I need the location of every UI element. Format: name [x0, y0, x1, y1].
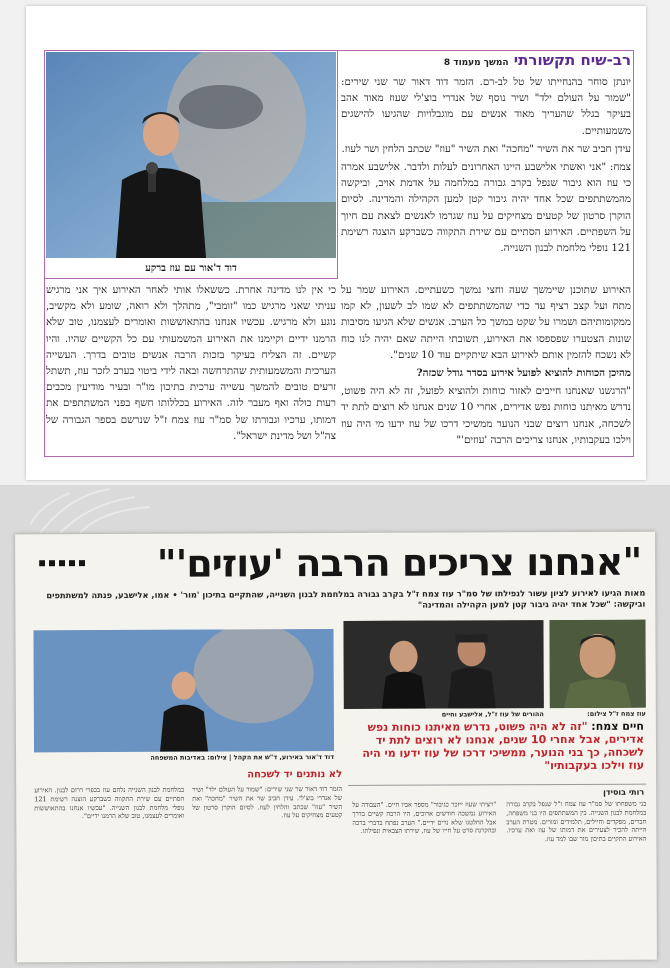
question-heading: מהיכן הכוחות להוציא לפועל אירוע בסדר גודל שכזה? [416, 367, 631, 380]
photo-divider [44, 278, 338, 279]
singer-photo-illustration [46, 52, 336, 258]
article-headline [341, 51, 631, 72]
newspaper-body-column: בני משפחתו של סמ"ר עוז צמח ז"ל שנפל בקרב גבורה במלחמת לבנון השנייה. בין המשתתפים היו בני משפחה, חברים, מפקדים וחיילים, תלמידים ומורים. מטרת הערב הייתה להכיר לצעירים את דמותו של עוז ואת ערכיו. האירוע התקיים בתיכון מור שבו למד עוז. [506, 799, 647, 844]
newspaper-caption-right: עוז צמח ז"ל צילום: [587, 709, 646, 718]
newspaper-caption-middle: ההורים של עוז ז"ל, אלישבע וחיים [441, 710, 544, 719]
article-paragraph: יונתן סוחר בהנחייתו של טל לב-רם. הזמר דוד דאור שר שני שירים: "שמור על העולם ילד" ושיר נוסף של אנדרי בוצ'לי שעוז מאוד אהב בעיקר בגלל שהעריך מאוד אנשים עם מוגבלויות שהגיעו להישגים משמעותיים. [341, 76, 631, 137]
singer-photo [46, 52, 336, 258]
pull-quote-text: "זה לא היה פשוט, נדרש מאיתנו כוחות נפש אדירים, אבל אחרי 10 שנים, אנחנו לא רוצים לתת יד לשכחה, כך בני הנוער, ממשיכי דרכו של עוז ידעו מי היה עוז וילכו בעקבותיו" [362, 719, 645, 773]
newspaper-body-column: הזמר דוד דאור שר שני שירים: "שמור על העולם ילד" ושיר של אנדרי בוצ'לי. עידן חביב שר את השיר "מחכה" ואת השיר "עוז" שכתב והלחין לעוז. לסיום הוקרן סרטון של קטעים מצחיקים על עוז. [192, 784, 343, 820]
article-headline-text: רב-שיח תקשורתי [513, 51, 631, 69]
newspaper-soldier-photo [549, 620, 645, 708]
newspaper-singer-photo [33, 629, 334, 752]
continued-label: המשך מעמוד 8 [443, 58, 509, 68]
newspaper-author: רותי בוסידן [603, 787, 645, 797]
article-left-lower-column [46, 282, 336, 454]
newspaper-soldier-illustration [549, 620, 645, 708]
article-right-lower-column [341, 282, 631, 454]
newspaper-singer-illustration [33, 629, 334, 752]
column-divider [337, 50, 338, 278]
article-paragraph: האירוע שתוכנן שיימשך שעה וחצי נמשך כשעתיים. האירוע שמר על מתח ועל קצב רציף עד כדי שהמשתתפים לא שמו לב לשעון, לא קמו ממקומותיהם ושמרו על שקט במשך כל הערב. אנשים שלא הגיעו מסיבות שונות הצטערו שפספסו את האירוע, תשובתי הייתה שאם יהיה לנו כוח לא נשכח להזמין אותם לאירוע הבא שיתקיים עוד 10 שנים". [341, 284, 631, 361]
photo-caption: דוד ד'אור עם עוז ברקע [145, 263, 237, 274]
newspaper-page [15, 532, 657, 963]
pull-quote-lead: חיים צמח: [591, 719, 644, 733]
newspaper-subheading: לא נותנים יד לשכחה [247, 768, 343, 781]
article-paragraph: כי אין לנו מדינה אחרת. כששאלו אותי לאחר האירוע איך אני מרגיש עניתי שאני מרגיש כמו "זומבי", מתהלך ולא רואה, שומע ולא מקשיב, נוגע ולא מרגיש. עכשיו אנחנו בהתאוששות ואומרים לעצמנו, טוב שלא הרמנו ידיים וקיימנו את האירוע המשמעותי עם כל הקשיים שהיו. והיו קשיים. זה הצליח בעיקר בזכות הרבה אנשים טובים בדרך. העשייה הערכית והמשמעותית שהתרחשה ובאה לידי ביטוי בערב לזכר עוז, תשתל זרעים טובים להמשך עשייה ערכית בתיכון מו"ר ובעיר מודיעין מכבים רעות כולה ואף מעבר לזה. האירוע בכללותו חשף בפני המשתתפים את דמותו, ערכיו וגבורתו של סמ"ר עוז צמח ז"ל שנרשם בספר הגבורה של צה"ל ושל מדינת ישראל". [46, 284, 336, 442]
section-rule [348, 784, 646, 786]
newspaper-headline: "אנחנו צריכים הרבה 'עוזים'" [156, 539, 642, 586]
article-paragraph: עידן חביב שר את השיר "מחכה" ואת השיר "עוז" שכתב הלחין ושר לעוז. [341, 142, 631, 155]
newspaper-body-column: במלחמת לבנון השנייה נלחם עוז בכפרי דרום לבנון. האירוע הסתיים עם שירת התקווה כשברקע הוצגה רשימת 121 נופלי מלחמת לבנון השנייה. "עכשיו אנחנו בהתאוששות ואומרים לעצמנו, טוב שלא הרמנו ידיים". [34, 785, 185, 821]
newspaper-subheadline: מאות הגיעו לאירוע לציון עשור לנפילתו של סמ"ר עוז צמח ז"ל בקרב גבורה במלחמת לבנון השנייה, שהתקיים בתיכון 'מור' • אמו, אלישבע, פנתה למשתתפים וביקשה: "שכל אחד יהיה גיבור קטן למען הקהילה והמדינה" [46, 587, 646, 610]
newspaper-body-column: "רציתי שעוז ייזכר כגיבור" מספר אביו חיים. "העבודה על האירוע נמשכה חודשים ארוכים, היו הרבה קשיים בדרך אבל החלטנו שלא נרים ידיים." הערב נפתח בדברי ברכה ובהקרנת סרט על חייו של עוז, שירתו הצבאית ונפילתו. [352, 800, 497, 836]
newspaper-caption-left: דוד ד'אור באירוע, ד"ש את הקהל | צילום: באדיבות המשפחה [150, 753, 335, 762]
leaf-decoration [0, 485, 670, 535]
headline-rule [39, 560, 85, 566]
newspaper-parents-photo [343, 620, 543, 709]
newspaper-pull-quote [348, 720, 644, 773]
newspaper-parents-illustration [343, 620, 543, 709]
article-right-column [341, 50, 631, 280]
article-paragraph: "הרגשנו שאנחנו חייבים לאזור כוחות ולהוציא לפועל, זה לא היה פשוט, נדרש מאיתנו כוחות נפש אדירים, אחרי 10 שנים אנחנו לא רוצים לתת יד לשכחה, אנחנו רוצים שבני הנוער ממשיכי דרכו של עוז ידעו מי היה עוז וילכו בעקבותיו, אנחנו צריכים הרבה 'עוזים'" [341, 385, 631, 446]
article-paragraph: צמח: "אני ואשתי אלישבע היינו האחרונים לעלות ולדבר. אלישבע אמרה כי עוז הוא גיבור שנפל בקרב גבורה במלחמה על אדמת אויב, וביקשה מהמשתתפים שכל אחד יהיה גיבור קטן למען הקהילה והמדינה. לסיום הוקרן סרטון של קטעים מצחיקים על עוז שגרמו לאנשים לצאת עם חיוך על השפתיים. האירוע הסתיים עם שירת התקווה כשברקע הוצגה רשימת 121 נופלי מלחמת לבנון השנייה. [341, 161, 631, 255]
